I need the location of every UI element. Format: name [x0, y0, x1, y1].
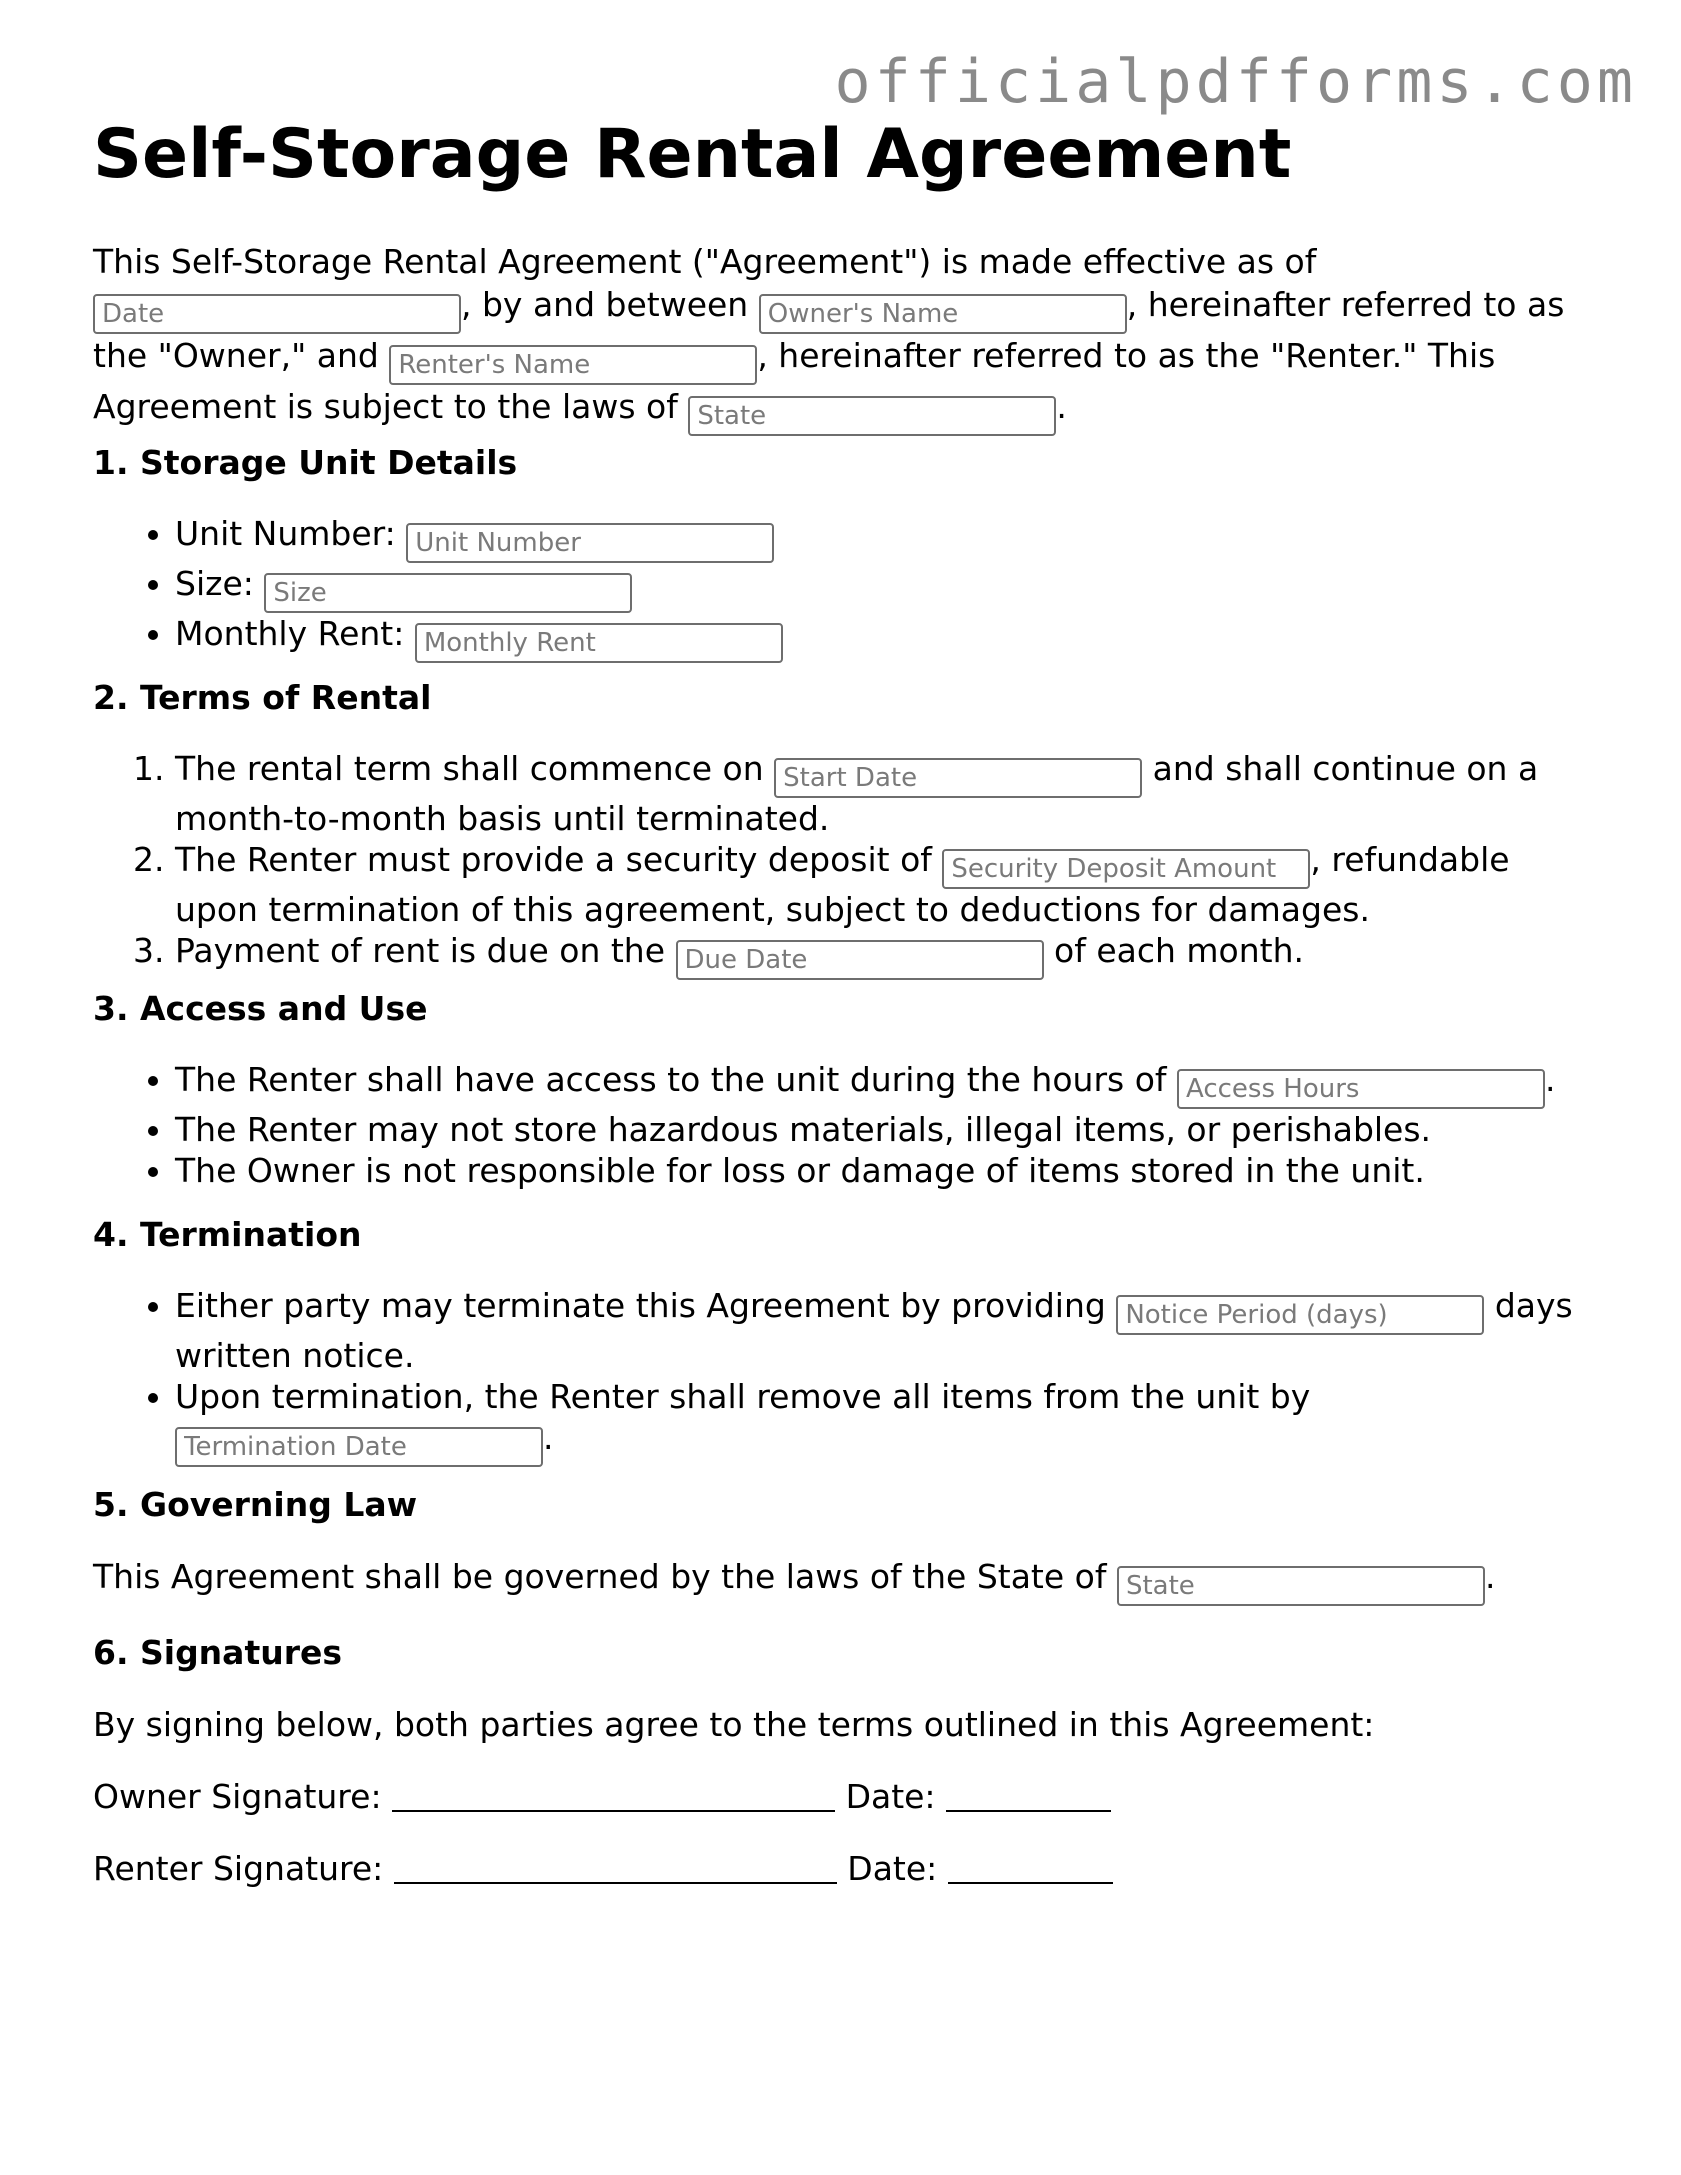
termination-date-input[interactable] — [175, 1427, 543, 1467]
intro-text-1: This Self-Storage Rental Agreement ("Agreement") is made effective as of — [93, 242, 1317, 281]
removal-text-before: Upon termination, the Renter shall remove all items from the unit by — [175, 1377, 1311, 1416]
removal-text-after: . — [543, 1418, 554, 1457]
notice-text-before: Either party may terminate this Agreement by providing — [175, 1286, 1106, 1325]
term-3-text-after: of each month. — [1054, 931, 1304, 970]
unit-number-label: Unit Number: — [175, 514, 396, 553]
due-date-input[interactable] — [676, 940, 1044, 980]
list-item — [175, 748, 1593, 839]
list-item — [175, 1376, 1593, 1467]
list-item — [175, 1285, 1593, 1376]
effective-date-input[interactable] — [93, 294, 461, 334]
renter-name-input[interactable] — [389, 345, 757, 385]
list-item — [175, 930, 1593, 980]
state-input[interactable] — [688, 396, 1056, 436]
owner-date-line[interactable] — [946, 1780, 1111, 1812]
intro-text-2: , by and between — [461, 285, 749, 324]
renter-signature-line[interactable] — [394, 1852, 837, 1884]
term-3-text-before: Payment of rent is due on the — [175, 931, 666, 970]
term-1-text-after: and shall continue on a month-to-month basis until terminated. — [175, 749, 1539, 838]
monthly-rent-label: Monthly Rent: — [175, 614, 405, 653]
owner-signature-label: Owner Signature: — [93, 1777, 382, 1816]
notice-text-after: days written notice. — [175, 1286, 1573, 1375]
governing-law-paragraph — [93, 1555, 1593, 1606]
owner-name-input[interactable] — [759, 294, 1127, 334]
intro-text-5: . — [1056, 387, 1067, 426]
list-item — [175, 563, 1593, 613]
intro-text-3: , hereinafter referred to as the "Owner," and — [93, 285, 1565, 375]
section-4-heading: 4. Termination — [93, 1215, 362, 1254]
security-deposit-input[interactable] — [942, 849, 1310, 889]
watermark: officialpdfforms.com — [834, 47, 1637, 117]
governing-law-text-after: . — [1484, 1557, 1496, 1596]
section-6-heading: 6. Signatures — [93, 1633, 343, 1672]
access-hours-input[interactable] — [1177, 1069, 1545, 1109]
hazardous-materials-text: The Renter may not store hazardous materials, illegal items, or perishables. — [175, 1110, 1432, 1149]
list-item — [175, 1109, 1593, 1150]
monthly-rent-input[interactable] — [415, 623, 783, 663]
term-2-text-after: , refundable upon termination of this agreement, subject to deductions for damages. — [175, 840, 1510, 929]
renter-signature-row — [93, 1847, 1593, 1890]
section-5-heading: 5. Governing Law — [93, 1485, 418, 1524]
term-1-text-before: The rental term shall commence on — [175, 749, 764, 788]
intro-text-4: , hereinafter referred to as the "Renter." This Agreement is subject to the laws of — [93, 336, 1496, 426]
start-date-input[interactable] — [774, 758, 1142, 798]
access-text-before: The Renter shall have access to the unit during the hours of — [175, 1060, 1167, 1099]
section-3-heading: 3. Access and Use — [93, 989, 428, 1028]
list-item — [175, 839, 1593, 930]
size-input[interactable] — [264, 573, 632, 613]
access-text-after: . — [1545, 1060, 1556, 1099]
document-title: Self-Storage Rental Agreement — [93, 115, 1292, 194]
section-1-heading: 1. Storage Unit Details — [93, 443, 518, 482]
owner-liability-text: The Owner is not responsible for loss or damage of items stored in the unit. — [175, 1151, 1425, 1190]
unit-number-input[interactable] — [406, 523, 774, 563]
term-2-text-before: The Renter must provide a security deposit of — [175, 840, 932, 879]
renter-date-label: Date: — [847, 1849, 938, 1888]
intro-paragraph — [93, 240, 1593, 436]
owner-signature-line[interactable] — [392, 1780, 835, 1812]
owner-signature-row — [93, 1775, 1593, 1818]
renter-signature-label: Renter Signature: — [93, 1849, 384, 1888]
list-item — [175, 513, 1593, 563]
termination-list — [93, 1285, 1593, 1467]
access-use-list — [93, 1059, 1593, 1191]
list-item — [175, 613, 1593, 663]
notice-period-input[interactable] — [1116, 1295, 1484, 1335]
size-label: Size: — [175, 564, 254, 603]
governing-law-text-before: This Agreement shall be governed by the laws of the State of — [93, 1557, 1107, 1596]
renter-date-line[interactable] — [948, 1852, 1113, 1884]
section-2-heading: 2. Terms of Rental — [93, 678, 432, 717]
owner-date-label: Date: — [845, 1777, 936, 1816]
unit-details-list — [93, 513, 1593, 663]
signatures-intro: By signing below, both parties agree to the terms outlined in this Agreement: — [93, 1705, 1375, 1744]
list-item — [175, 1059, 1593, 1109]
rental-terms-list — [93, 748, 1593, 980]
list-item — [175, 1150, 1593, 1191]
governing-state-input[interactable] — [1117, 1566, 1485, 1606]
